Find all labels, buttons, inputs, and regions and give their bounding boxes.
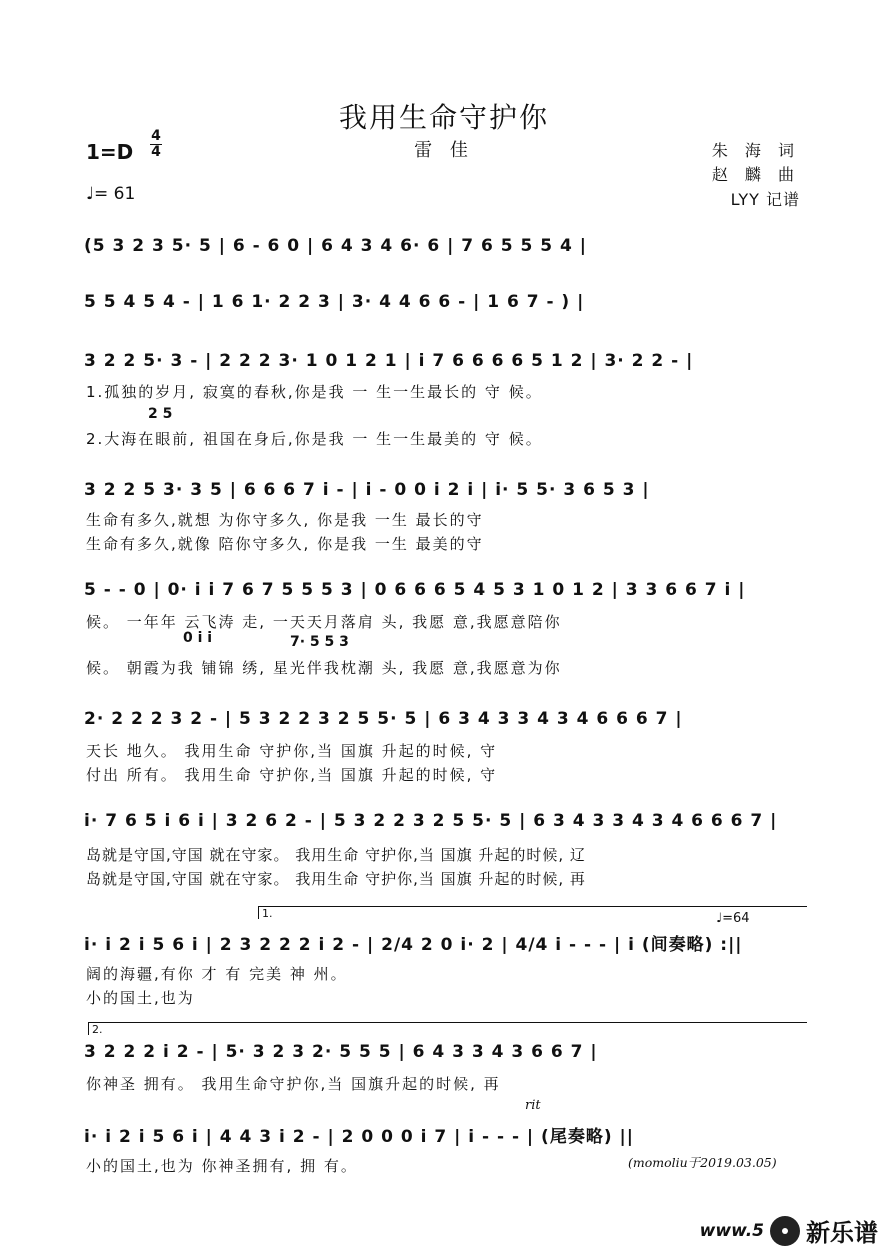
notation-row-10: i· i 2 i 5 6 i | 4 4 3 i 2 - | 2 0 0 0 i 7 | i - - - | (尾奏略) || [84,1127,634,1147]
rit-marking: rit [525,1098,541,1113]
song-title: 我用生命守护你 [338,101,549,134]
upper-notes-2-5: 2 5 [148,406,173,422]
lyric-row-12: 小的国土,也为 [86,989,195,1007]
lyric-row-3: 生命有多久,就想 为你守多久, 你是我 一生 最长的守 [86,511,484,529]
tempo-marking [86,184,135,204]
lyric-row-7: 天长 地久。 我用生命 守护你,当 国旗 升起的时候, 守 [86,742,498,760]
notation-row-2: 5 5 4 5 4 - | 1 6 1· 2 2 3 | 3· 4 4 6 6 - | 1 6 7 - ) | [84,292,585,312]
lyric-row-5: 候。 一年年 云飞涛 走, 一天天月落肩 头, 我愿 意,我愿意陪你 [86,613,562,631]
transcription-note: (momoliu于2019.03.05) [628,1155,777,1170]
brand-name: 新乐谱 [806,1219,878,1247]
lyric-row-6: 候。 朝霞为我 铺锦 绣, 星光伴我枕潮 头, 我愿 意,我愿意为你 [86,659,562,677]
notation-row-6: 2· 2 2 2 3 2 - | 5 3 2 2 3 2 5 5· 5 | 6 3 4 3 3 4 3 4 6 6 6 7 | [84,709,683,729]
time-sig-bottom: 4 [151,144,161,160]
upper-notes-7553: 7· 5 5 3 [290,634,349,650]
lyric-row-14: 小的国土,也为 你神圣拥有, 拥 有。 [86,1157,358,1175]
lyric-row-1: 1.孤独的岁月, 寂寞的春秋,你是我 一 生一生最长的 守 候。 [86,383,543,401]
volta-bracket-1: 1. [258,906,807,919]
notation-row-9: 3 2 2 2 i 2 - | 5· 3 2 3 2· 5 5 5 | 6 4 3 3 4 3 6 6 7 | [84,1042,598,1062]
key-signature: 1=D [86,140,134,164]
tempo-change: ♩=64 [716,911,750,926]
time-sig-top: 4 [151,128,161,144]
lyric-row-10: 岛就是守国,守国 就在守家。 我用生命 守护你,当 国旗 升起的时候, 再 [86,870,586,888]
volta-bracket-2: 2. [88,1022,807,1035]
quarter-note-icon: ♩ [86,184,95,204]
notation-row-1: (5 3 2 3 5· 5 | 6 - 6 0 | 6 4 3 4 6· 6 | 7 6 5 5 5 4 | [84,236,587,256]
notation-row-3: 3 2 2 5· 3 - | 2 2 2 3· 1 0 1 2 1 | i 7 6 6 6 6 5 1 2 | 3· 2 2 - | [84,351,694,371]
notation-row-5: 5 - - 0 | 0· i i 7 6 7 5 5 5 3 | 0 6 6 6 5 4 5 3 1 0 1 2 | 3 3 6 6 7 i | [84,580,746,600]
lyricist-credit: 朱 海 词 [711,141,800,160]
site-logo [700,1213,878,1248]
notation-row-7: i· 7 6 5 i 6 i | 3 2 6 2 - | 5 3 2 2 3 2 5 5· 5 | 6 3 4 3 3 4 3 4 6 6 6 7 | [84,811,778,831]
lyric-row-13: 你神圣 拥有。 我用生命守护你,当 国旗升起的时候, 再 [86,1075,501,1093]
record-disc-icon [770,1216,800,1246]
transcriber-credit: LYY 记谱 [730,190,800,209]
site-url: www.5 [699,1220,764,1241]
lyric-row-8: 付出 所有。 我用生命 守护你,当 国旗 升起的时候, 守 [86,766,498,784]
composer-credit: 赵 麟 曲 [711,165,800,184]
lyric-row-2: 2.大海在眼前, 祖国在身后,你是我 一 生一生最美的 守 候。 [86,430,543,448]
lyric-row-9: 岛就是守国,守国 就在守家。 我用生命 守护你,当 国旗 升起的时候, 辽 [86,846,586,864]
tempo-value: = 61 [94,184,136,204]
notation-row-8: i· i 2 i 5 6 i | 2 3 2 2 2 i 2 - | 2/4 2 0 i· 2 | 4/4 i - - - | i (间奏略) :|| [84,935,743,955]
lyric-row-4: 生命有多久,就像 陪你守多久, 你是我 一生 最美的守 [86,535,484,553]
lyric-row-11: 阔的海疆,有你 才 有 完美 神 州。 [86,965,348,983]
upper-notes-0ii: 0 i i [183,630,213,646]
notation-row-4: 3 2 2 5 3· 3 5 | 6 6 6 7 i - | i - 0 0 i 2 i | i· 5 5· 3 6 5 3 | [84,480,650,500]
singer: 雷 佳 [414,140,474,161]
